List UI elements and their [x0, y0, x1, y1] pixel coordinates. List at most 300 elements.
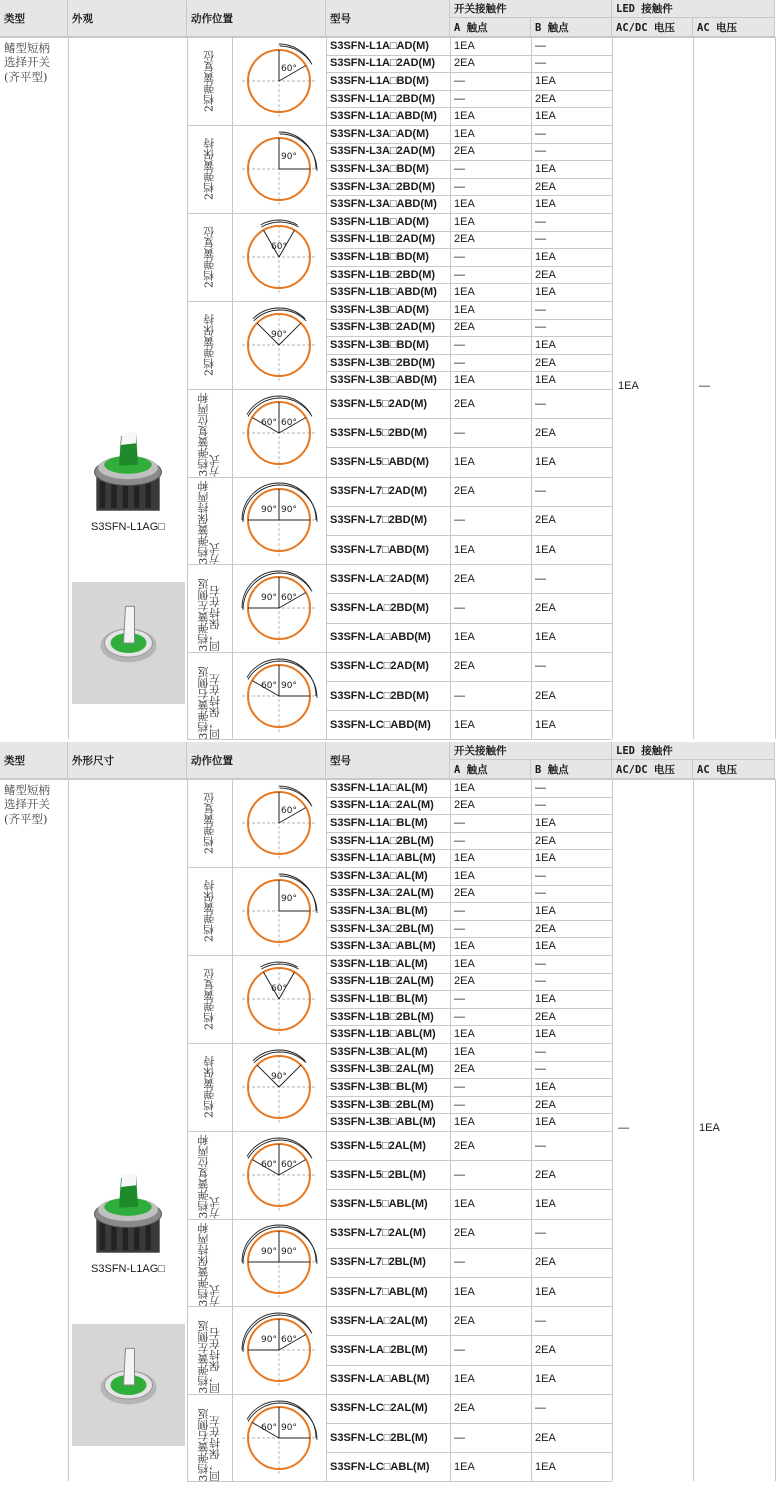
photo-caption: S3SFN-L1AG□ [91, 521, 165, 533]
grid-line [326, 849, 612, 850]
action-label: 2档弹簧保持 [202, 314, 216, 376]
action-position-diagram [232, 954, 326, 1044]
grid-line [326, 1025, 612, 1026]
angle-label: 90° [281, 1247, 297, 1258]
model-number: S3SFN-L3B□2BD(M) [330, 356, 436, 369]
angle-label: 60° [271, 984, 287, 994]
header-appearance: 外观 [68, 0, 187, 37]
b-contact-value: — [535, 1227, 546, 1240]
header-b-contact: B 触点 [531, 760, 612, 779]
header-model: 型号 [326, 742, 450, 779]
angle-label: 60° [281, 806, 297, 816]
led-ac-value: 1EA [699, 1122, 720, 1135]
b-contact-value: — [535, 957, 546, 970]
grid-line [326, 623, 612, 624]
model-number: S3SFN-L1A□BL(M) [330, 816, 428, 829]
led-ac-value: — [699, 380, 710, 393]
model-number: S3SFN-L7□2AD(M) [330, 485, 428, 498]
b-contact-value: 1EA [535, 286, 556, 299]
model-number: S3SFN-L3A□2BD(M) [330, 180, 436, 193]
b-contact-value: — [535, 39, 546, 52]
grid-line [612, 37, 613, 739]
b-contact-value: 2EA [535, 1431, 556, 1444]
model-number: S3SFN-L1A□2AL(M) [330, 799, 434, 812]
action-position-diagram [232, 866, 326, 956]
action-label: 2档弹簧保持 [202, 1056, 216, 1118]
angle-label: 90° [271, 330, 287, 340]
b-contact-value: 1EA [535, 250, 556, 263]
model-number: S3SFN-LC□ABD(M) [330, 718, 431, 731]
model-number: S3SFN-LA□2BD(M) [330, 601, 429, 614]
model-number: S3SFN-L3B□AL(M) [330, 1045, 428, 1058]
a-contact-value: 2EA [454, 397, 475, 410]
a-contact-value: 2EA [454, 321, 475, 334]
grid-line [68, 37, 69, 739]
angle-label: 60° [281, 1159, 297, 1170]
a-contact-value: — [454, 514, 465, 527]
a-contact-value: 2EA [454, 145, 475, 158]
action-position-diagram [232, 778, 326, 868]
model-number: S3SFN-L5□ABL(M) [330, 1197, 428, 1210]
model-number: S3SFN-L3A□BD(M) [330, 162, 429, 175]
a-contact-value: — [454, 1256, 465, 1269]
a-contact-value: 2EA [454, 799, 475, 812]
b-contact-value: 2EA [535, 834, 556, 847]
a-contact-value: 1EA [454, 374, 475, 387]
b-contact-value: 2EA [535, 1256, 556, 1269]
model-number: S3SFN-L5□ABD(M) [330, 455, 429, 468]
action-label: 3档弹簧复位两种方式 [196, 1134, 222, 1219]
model-number: S3SFN-L1B□2AL(M) [330, 975, 434, 988]
b-contact-value: — [535, 869, 546, 882]
action-label: 2档弹簧复位 [202, 50, 216, 112]
grid-line [612, 779, 613, 1481]
b-contact-value: 1EA [535, 110, 556, 123]
model-number: S3SFN-L3A□2AL(M) [330, 887, 434, 900]
b-contact-value: 1EA [535, 1197, 556, 1210]
header-led-contacts: LED 接触件 [612, 0, 775, 18]
model-number: S3SFN-LC□2AD(M) [330, 660, 429, 673]
angle-label: 60° [271, 242, 287, 252]
a-contact-value: 1EA [454, 286, 475, 299]
header-acdc-voltage: AC/DC 电压 [612, 760, 693, 779]
model-number: S3SFN-L1B□ABD(M) [330, 286, 437, 299]
grid-line [187, 779, 188, 1481]
b-contact-value: 1EA [535, 904, 556, 917]
b-contact-value: 2EA [535, 514, 556, 527]
grid-line [326, 1008, 612, 1009]
grid-line [326, 1248, 612, 1249]
a-contact-value: 1EA [454, 543, 475, 556]
a-contact-value: 2EA [454, 887, 475, 900]
b-contact-value: 2EA [535, 1010, 556, 1023]
angle-label: 90° [261, 1247, 277, 1258]
action-label: 2档弹簧保持 [202, 138, 216, 200]
angle-label: 60° [261, 417, 277, 428]
model-number: S3SFN-L1A□ABD(M) [330, 110, 437, 123]
b-contact-value: 1EA [535, 198, 556, 211]
a-contact-value: 1EA [454, 940, 475, 953]
angle-label: 60° [281, 593, 297, 603]
action-label: 2档弹簧复位 [202, 226, 216, 288]
a-contact-value: 2EA [454, 1139, 475, 1152]
a-contact-value: 1EA [454, 631, 475, 644]
b-contact-value: — [535, 145, 546, 158]
grid-line [326, 990, 612, 991]
a-contact-value: 2EA [454, 660, 475, 673]
grid-line [326, 681, 612, 682]
a-contact-value: — [454, 180, 465, 193]
b-contact-value: 1EA [535, 992, 556, 1005]
model-number: S3SFN-L1B□AL(M) [330, 957, 428, 970]
grid-line [326, 447, 612, 448]
grid-line [326, 266, 612, 267]
grid-line [187, 37, 188, 739]
grid-line [326, 920, 612, 921]
model-number: S3SFN-L3B□BD(M) [330, 338, 429, 351]
action-position-diagram [232, 1042, 326, 1132]
grid-line [326, 797, 612, 798]
model-number: S3SFN-L1A□AD(M) [330, 39, 429, 52]
angle-label: 90° [261, 505, 277, 516]
b-contact-value: 1EA [535, 74, 556, 87]
action-label: 3档弹簧保持两种方式 [196, 1222, 222, 1307]
header-appearance: 外形尺寸 [68, 742, 187, 779]
led-acdc-value: — [618, 1122, 629, 1135]
a-contact-value: — [454, 1168, 465, 1181]
switch-type: 鳍型短柄 选择开关 (齐平型) [4, 783, 50, 826]
a-contact-value: 2EA [454, 1063, 475, 1076]
b-contact-value: 1EA [535, 162, 556, 175]
model-number: S3SFN-L7□ABD(M) [330, 543, 429, 556]
b-contact-value: 2EA [535, 922, 556, 935]
action-label: 3档弹簧右侧返回，保持在左 [196, 666, 222, 740]
grid-line [326, 885, 612, 886]
angle-label: 90° [281, 505, 297, 516]
grid-line [326, 248, 612, 249]
a-contact-value: — [454, 1080, 465, 1093]
model-number: S3SFN-L7□ABL(M) [330, 1285, 428, 1298]
grid-line [326, 319, 612, 320]
grid-line [326, 283, 612, 284]
b-contact-value: 2EA [535, 356, 556, 369]
model-number: S3SFN-L1A□2BD(M) [330, 92, 436, 105]
angle-label: 90° [261, 1335, 277, 1345]
angle-label: 60° [281, 417, 297, 428]
a-contact-value: 1EA [454, 39, 475, 52]
a-contact-value: 1EA [454, 1373, 475, 1386]
b-contact-value: — [535, 660, 546, 673]
panel-mount-photo [72, 582, 185, 704]
b-contact-value: 1EA [535, 631, 556, 644]
grid-line [775, 37, 776, 739]
a-contact-value: — [454, 74, 465, 87]
model-number: S3SFN-L1A□2AD(M) [330, 57, 436, 70]
b-contact-value: — [535, 975, 546, 988]
a-contact-value: — [454, 268, 465, 281]
a-contact-value: 2EA [454, 57, 475, 70]
switch-type: 鳍型短柄 选择开关 (齐平型) [4, 41, 50, 84]
action-label: 2档弹簧复位 [202, 792, 216, 854]
model-number: S3SFN-L3B□2AL(M) [330, 1063, 434, 1076]
grid-line [450, 37, 451, 739]
model-number: S3SFN-L3A□2BL(M) [330, 922, 434, 935]
a-contact-value: — [454, 689, 465, 702]
a-contact-value: 2EA [454, 975, 475, 988]
b-contact-value: — [535, 781, 546, 794]
b-contact-value: 1EA [535, 1028, 556, 1041]
action-label: 3档弹簧右侧返回，保持在左 [196, 1408, 222, 1482]
action-position-diagram [232, 1130, 326, 1220]
model-number: S3SFN-L3B□ABL(M) [330, 1116, 436, 1129]
product-photo [84, 1169, 172, 1259]
a-contact-value: — [454, 1098, 465, 1111]
grid-line [326, 143, 612, 144]
model-number: S3SFN-L5□2BD(M) [330, 426, 428, 439]
grid-line [326, 506, 612, 507]
grid-line [450, 779, 451, 1481]
grid-line [326, 1078, 612, 1079]
a-contact-value: 2EA [454, 1402, 475, 1415]
grid-line [326, 1277, 612, 1278]
a-contact-value: 1EA [454, 455, 475, 468]
header-switch-contacts: 开关接触件 [450, 742, 612, 760]
a-contact-value: 1EA [454, 718, 475, 731]
grid-line [326, 418, 612, 419]
grid-line [326, 90, 612, 91]
a-contact-value: 1EA [454, 127, 475, 140]
model-number: S3SFN-L1A□ABL(M) [330, 852, 436, 865]
model-number: S3SFN-LC□2AL(M) [330, 1402, 428, 1415]
angle-label: 90° [281, 894, 297, 904]
angle-label: 60° [261, 1159, 277, 1170]
a-contact-value: — [454, 92, 465, 105]
b-contact-value: 2EA [535, 1343, 556, 1356]
grid-line [531, 779, 532, 1481]
product-photo [84, 427, 172, 517]
a-contact-value: 1EA [454, 957, 475, 970]
model-number: S3SFN-L5□2AL(M) [330, 1139, 426, 1152]
a-contact-value: 1EA [454, 198, 475, 211]
model-number: S3SFN-L1B□BL(M) [330, 992, 428, 1005]
b-contact-value: 1EA [535, 940, 556, 953]
b-contact-value: — [535, 303, 546, 316]
grid-line [0, 779, 775, 780]
model-number: S3SFN-L1B□ABL(M) [330, 1028, 436, 1041]
model-number: S3SFN-L1B□BD(M) [330, 250, 429, 263]
grid-line [232, 37, 233, 739]
header-switch-contacts: 开关接触件 [450, 0, 612, 18]
grid-line [326, 72, 612, 73]
header-model: 型号 [326, 0, 450, 37]
a-contact-value: 2EA [454, 233, 475, 246]
grid-line [326, 195, 612, 196]
grid-line [326, 710, 612, 711]
a-contact-value: 2EA [454, 1314, 475, 1327]
grid-line [326, 1423, 612, 1424]
b-contact-value: 2EA [535, 689, 556, 702]
grid-line [693, 37, 694, 739]
grid-line [326, 1061, 612, 1062]
b-contact-value: 1EA [535, 374, 556, 387]
model-number: S3SFN-LA□2AD(M) [330, 572, 429, 585]
header-b-contact: B 触点 [531, 18, 612, 37]
header-ac-voltage: AC 电压 [693, 760, 775, 779]
model-number: S3SFN-L1A□BD(M) [330, 74, 429, 87]
angle-label: 90° [271, 1072, 287, 1082]
b-contact-value: 2EA [535, 92, 556, 105]
a-contact-value: — [454, 1343, 465, 1356]
model-number: S3SFN-L7□2BD(M) [330, 514, 428, 527]
a-contact-value: — [454, 816, 465, 829]
action-position-diagram [232, 36, 326, 126]
model-number: S3SFN-L3A□ABL(M) [330, 940, 436, 953]
grid-line [326, 779, 327, 1481]
panel-mount-photo [72, 1324, 185, 1446]
model-number: S3SFN-L3A□AL(M) [330, 869, 428, 882]
a-contact-value: 1EA [454, 1460, 475, 1473]
grid-line [326, 593, 612, 594]
grid-line [187, 739, 612, 740]
angle-label: 60° [261, 1422, 277, 1433]
grid-line [326, 1335, 612, 1336]
grid-line [68, 779, 69, 1481]
header-action-position: 动作位置 [187, 0, 326, 37]
grid-line [326, 107, 612, 108]
header-ac-voltage: AC 电压 [693, 18, 775, 37]
a-contact-value: 1EA [454, 215, 475, 228]
action-position-diagram [232, 475, 326, 565]
a-contact-value: 1EA [454, 1045, 475, 1058]
b-contact-value: 2EA [535, 601, 556, 614]
action-position-diagram [232, 1217, 326, 1307]
b-contact-value: — [535, 233, 546, 246]
model-number: S3SFN-LA□2AL(M) [330, 1314, 428, 1327]
angle-label: 90° [281, 680, 297, 691]
a-contact-value: — [454, 356, 465, 369]
b-contact-value: — [535, 321, 546, 334]
b-contact-value: — [535, 397, 546, 410]
action-label: 2档弹簧复位 [202, 968, 216, 1030]
grid-line [775, 779, 776, 1481]
model-number: S3SFN-LA□ABL(M) [330, 1373, 430, 1386]
action-label: 2档弹簧保持 [202, 880, 216, 942]
model-number: S3SFN-L1B□2BL(M) [330, 1010, 434, 1023]
a-contact-value: — [454, 992, 465, 1005]
action-label: 3档弹簧保持两种方式 [196, 480, 222, 565]
grid-line [326, 1160, 612, 1161]
b-contact-value: — [535, 1045, 546, 1058]
angle-label: 60° [281, 1335, 297, 1345]
b-contact-value: 2EA [535, 268, 556, 281]
grid-line [326, 973, 612, 974]
model-number: S3SFN-L3B□BL(M) [330, 1080, 428, 1093]
b-contact-value: 1EA [535, 455, 556, 468]
a-contact-value: 1EA [454, 1116, 475, 1129]
b-contact-value: — [535, 1139, 546, 1152]
model-number: S3SFN-LC□2BL(M) [330, 1431, 428, 1444]
angle-label: 60° [261, 680, 277, 691]
action-position-diagram [232, 212, 326, 302]
action-position-diagram [232, 1393, 326, 1483]
grid-line [326, 55, 612, 56]
b-contact-value: 2EA [535, 180, 556, 193]
b-contact-value: — [535, 215, 546, 228]
model-number: S3SFN-L1A□AL(M) [330, 781, 428, 794]
model-number: S3SFN-L1B□2AD(M) [330, 233, 436, 246]
a-contact-value: — [454, 250, 465, 263]
grid-line [326, 535, 612, 536]
b-contact-value: 1EA [535, 338, 556, 351]
model-number: S3SFN-L5□2BL(M) [330, 1168, 426, 1181]
a-contact-value: — [454, 162, 465, 175]
a-contact-value: — [454, 904, 465, 917]
grid-line [693, 779, 694, 1481]
action-position-diagram [232, 300, 326, 390]
model-number: S3SFN-L7□2AL(M) [330, 1227, 426, 1240]
header-a-contact: A 触点 [450, 18, 531, 37]
b-contact-value: 1EA [535, 1373, 556, 1386]
a-contact-value: 2EA [454, 572, 475, 585]
b-contact-value: — [535, 1402, 546, 1415]
model-number: S3SFN-LA□ABD(M) [330, 631, 431, 644]
model-number: S3SFN-L3B□ABD(M) [330, 374, 437, 387]
b-contact-value: 1EA [535, 852, 556, 865]
grid-line [326, 371, 612, 372]
grid-line [326, 1113, 612, 1114]
b-contact-value: 1EA [535, 1116, 556, 1129]
a-contact-value: 1EA [454, 852, 475, 865]
model-number: S3SFN-L3A□BL(M) [330, 904, 428, 917]
model-number: S3SFN-LC□2BD(M) [330, 689, 429, 702]
a-contact-value: 1EA [454, 781, 475, 794]
grid-line [326, 832, 612, 833]
grid-line [531, 37, 532, 739]
model-number: S3SFN-L1B□2BD(M) [330, 268, 436, 281]
grid-line [326, 336, 612, 337]
led-acdc-value: 1EA [618, 380, 639, 393]
model-number: S3SFN-L1B□AD(M) [330, 215, 429, 228]
b-contact-value: — [535, 127, 546, 140]
b-contact-value: 1EA [535, 1460, 556, 1473]
a-contact-value: 1EA [454, 1285, 475, 1298]
header-acdc-voltage: AC/DC 电压 [612, 18, 693, 37]
grid-line [326, 1365, 612, 1366]
action-position-diagram [232, 388, 326, 478]
header-led-contacts: LED 接触件 [612, 742, 775, 760]
grid-line [326, 37, 327, 739]
b-contact-value: — [535, 485, 546, 498]
angle-label: 90° [281, 1422, 297, 1433]
a-contact-value: — [454, 834, 465, 847]
a-contact-value: 1EA [454, 1197, 475, 1210]
action-position-diagram [232, 563, 326, 653]
a-contact-value: — [454, 1431, 465, 1444]
model-number: S3SFN-L3A□AD(M) [330, 127, 429, 140]
b-contact-value: 2EA [535, 426, 556, 439]
grid-line [326, 1452, 612, 1453]
header-action-position: 动作位置 [187, 742, 326, 779]
grid-line [232, 779, 233, 1481]
b-contact-value: 1EA [535, 543, 556, 556]
photo-caption: S3SFN-L1AG□ [91, 1263, 165, 1275]
angle-label: 90° [261, 593, 277, 603]
grid-line [326, 902, 612, 903]
header-a-contact: A 触点 [450, 760, 531, 779]
b-contact-value: 1EA [535, 1285, 556, 1298]
a-contact-value: — [454, 426, 465, 439]
grid-line [326, 354, 612, 355]
